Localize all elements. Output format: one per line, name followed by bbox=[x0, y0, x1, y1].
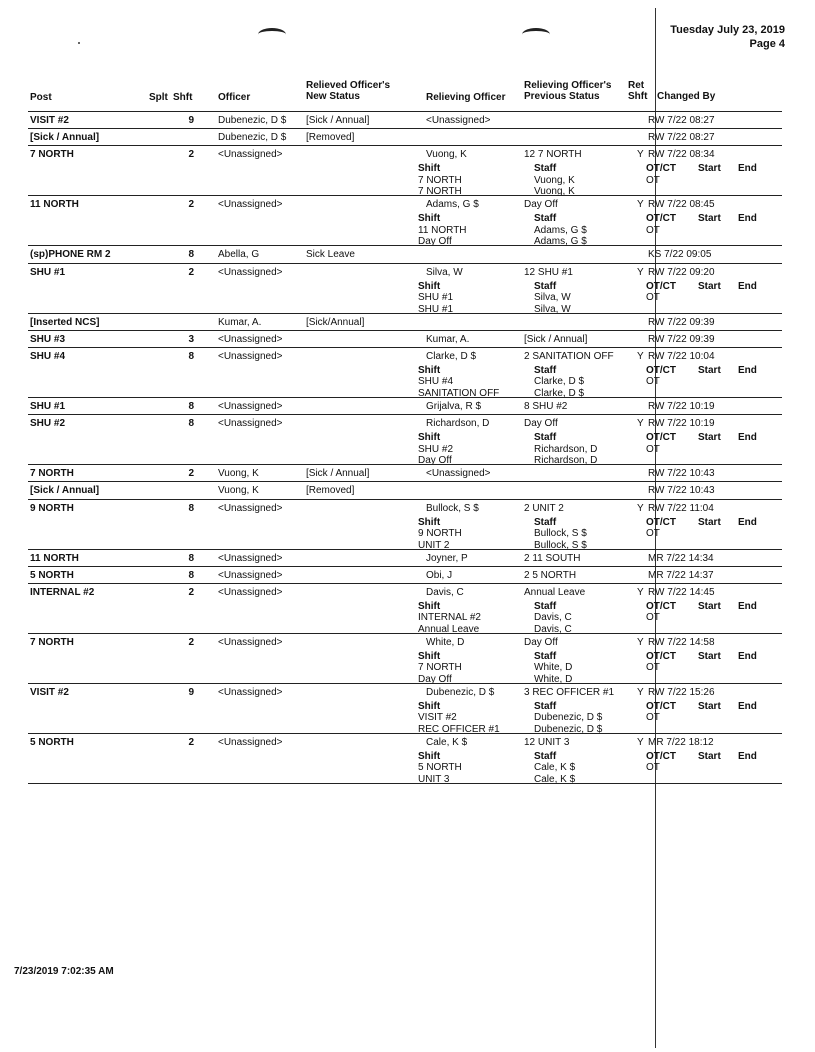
changed-by-cell: RW 7/22 09:20 bbox=[648, 266, 715, 278]
start-label: Start bbox=[698, 516, 721, 528]
end-label: End bbox=[738, 516, 757, 528]
otct-label: OT/CT bbox=[646, 432, 676, 444]
relieving-officer-cell: Cale, K $ bbox=[426, 736, 468, 748]
staff-label: Staff bbox=[534, 600, 557, 612]
otct-label: OT/CT bbox=[646, 600, 676, 612]
table-row bbox=[28, 733, 782, 783]
officer-cell: <Unassigned> bbox=[218, 418, 283, 430]
table-row bbox=[28, 566, 782, 583]
staff-detail bbox=[534, 163, 575, 198]
shift-detail bbox=[418, 365, 499, 400]
staff-to: Richardson, D bbox=[534, 455, 598, 467]
relieving-officer-cell: Silva, W bbox=[426, 266, 463, 278]
staff-detail bbox=[534, 432, 597, 467]
staff-from: White, D bbox=[534, 662, 573, 674]
start-label: Start bbox=[698, 280, 721, 292]
shift-to: 7 NORTH bbox=[418, 186, 462, 198]
officer-cell: Vuong, K bbox=[218, 485, 259, 497]
shift-from: SHU #2 bbox=[418, 443, 454, 455]
changed-by-cell: RW 7/22 10:04 bbox=[648, 350, 715, 362]
changed-by-cell: RW 7/22 10:43 bbox=[648, 485, 715, 497]
changed-by-cell: RW 7/22 11:04 bbox=[648, 502, 714, 514]
relieving-officer-cell: <Unassigned> bbox=[426, 468, 491, 480]
table-row bbox=[28, 128, 782, 145]
post-cell: 11 NORTH bbox=[30, 199, 79, 211]
post-cell: 7 NORTH bbox=[30, 149, 74, 161]
changed-by-cell: RW 7/22 09:39 bbox=[648, 333, 715, 345]
staff-from: Clarke, D $ bbox=[534, 376, 585, 388]
start-label: Start bbox=[698, 750, 721, 762]
shift-cell: 8 bbox=[188, 502, 194, 514]
changed-by-cell: MR 7/22 14:37 bbox=[648, 569, 714, 581]
officer-cell: Dubenezic, D $ bbox=[218, 132, 287, 144]
shift-cell: 9 bbox=[188, 115, 194, 126]
staff-label: Staff bbox=[534, 163, 557, 175]
shift-cell: 8 bbox=[188, 418, 194, 430]
end-label: End bbox=[738, 432, 757, 444]
officer-cell: <Unassigned> bbox=[218, 333, 283, 345]
post-cell: SHU #1 bbox=[30, 400, 66, 412]
ot-detail bbox=[646, 432, 757, 455]
table-row bbox=[28, 481, 782, 498]
shift-detail bbox=[418, 701, 500, 736]
return-shift-cell: Y bbox=[637, 149, 644, 161]
staff-detail bbox=[534, 651, 572, 686]
end-label: End bbox=[738, 280, 757, 292]
ot-detail bbox=[646, 281, 757, 304]
shift-cell: 2 bbox=[188, 468, 194, 480]
relieving-officer-cell: Dubenezic, D $ bbox=[426, 686, 495, 698]
shift-detail bbox=[418, 601, 481, 636]
staff-detail bbox=[534, 213, 587, 248]
start-label: Start bbox=[698, 364, 721, 376]
shift-detail bbox=[418, 281, 453, 316]
shift-label: Shift bbox=[418, 280, 441, 292]
ot-label: OT bbox=[646, 712, 660, 724]
shift-cell: 2 bbox=[188, 586, 194, 598]
shift-to: Annual Leave bbox=[418, 623, 480, 635]
staff-label: Staff bbox=[534, 700, 557, 712]
ot-label: OT bbox=[646, 292, 660, 304]
shift-detail bbox=[418, 651, 462, 686]
officer-cell: <Unassigned> bbox=[218, 586, 283, 598]
changed-by-cell: RW 7/22 08:34 bbox=[648, 149, 715, 161]
relieving-officer-cell: Clarke, D $ bbox=[426, 350, 477, 362]
officer-cell: Vuong, K bbox=[218, 468, 259, 480]
shift-cell: 2 bbox=[188, 199, 194, 211]
new-status-cell: [Sick / Annual] bbox=[306, 468, 370, 480]
table-row bbox=[28, 313, 782, 330]
new-status-cell: [Sick / Annual] bbox=[306, 115, 370, 126]
table-row bbox=[28, 464, 782, 481]
otct-label: OT/CT bbox=[646, 516, 676, 528]
new-status-cell: [Removed] bbox=[306, 132, 355, 144]
table-end-rule bbox=[28, 783, 782, 784]
return-shift-cell: Y bbox=[637, 586, 644, 598]
post-cell: 5 NORTH bbox=[30, 569, 74, 581]
post-cell: 5 NORTH bbox=[30, 736, 74, 748]
shift-cell: 2 bbox=[188, 266, 194, 278]
header-officer: Officer bbox=[218, 92, 251, 103]
post-cell: SHU #3 bbox=[30, 333, 66, 345]
officer-cell: <Unassigned> bbox=[218, 502, 283, 514]
ot-label: OT bbox=[646, 224, 660, 236]
shift-to: UNIT 3 bbox=[418, 773, 450, 785]
staff-detail bbox=[534, 701, 602, 736]
staff-from: Vuong, K bbox=[534, 174, 575, 186]
return-shift-cell: Y bbox=[637, 266, 644, 278]
end-label: End bbox=[738, 700, 757, 712]
table-row bbox=[28, 263, 782, 313]
return-shift-cell: Y bbox=[637, 418, 644, 430]
changed-by-cell: KS 7/22 09:05 bbox=[648, 249, 712, 261]
shift-from: 7 NORTH bbox=[418, 174, 462, 186]
new-status-cell: [Removed] bbox=[306, 485, 355, 497]
shift-to: UNIT 2 bbox=[418, 539, 450, 551]
staff-from: Dubenezic, D $ bbox=[534, 712, 603, 724]
header-prev-status-1: Relieving Officer's bbox=[524, 80, 612, 91]
officer-cell: <Unassigned> bbox=[218, 636, 283, 648]
shift-from: SHU #1 bbox=[418, 292, 454, 304]
post-cell: SHU #1 bbox=[30, 266, 66, 278]
previous-status-cell: Day Off bbox=[524, 199, 558, 211]
staff-label: Staff bbox=[534, 364, 557, 376]
header-shft: Shft bbox=[173, 92, 193, 103]
table-row bbox=[28, 499, 782, 549]
otct-label: OT/CT bbox=[646, 650, 676, 662]
return-shift-cell: Y bbox=[637, 686, 644, 698]
table-row bbox=[28, 195, 782, 248]
return-shift-cell: Y bbox=[637, 350, 644, 362]
shift-cell: 8 bbox=[188, 249, 194, 261]
post-cell: [Sick / Annual] bbox=[30, 485, 100, 497]
scan-speck bbox=[78, 42, 80, 44]
shift-cell: 2 bbox=[188, 149, 194, 161]
staff-to: Clarke, D $ bbox=[534, 387, 585, 399]
otct-label: OT/CT bbox=[646, 750, 676, 762]
staff-to: Adams, G $ bbox=[534, 236, 587, 248]
table-row bbox=[28, 414, 782, 467]
previous-status-cell: 12 SHU #1 bbox=[524, 266, 573, 278]
end-label: End bbox=[738, 364, 757, 376]
scan-mark-left bbox=[258, 28, 286, 41]
staff-to: White, D bbox=[534, 673, 573, 685]
relieving-officer-cell: Obi, J bbox=[426, 569, 453, 581]
ot-detail bbox=[646, 601, 757, 624]
staff-to: Davis, C bbox=[534, 623, 572, 635]
start-label: Start bbox=[698, 213, 721, 225]
shift-detail bbox=[418, 517, 462, 552]
shift-to: Day Off bbox=[418, 455, 452, 467]
changed-by-cell: RW 7/22 08:27 bbox=[648, 132, 715, 144]
officer-cell: <Unassigned> bbox=[218, 552, 283, 564]
shift-cell: 2 bbox=[188, 736, 194, 748]
ot-label: OT bbox=[646, 174, 660, 186]
previous-status-cell: 8 SHU #2 bbox=[524, 400, 568, 412]
staff-to: Vuong, K bbox=[534, 186, 575, 198]
start-label: Start bbox=[698, 700, 721, 712]
previous-status-cell: 3 REC OFFICER #1 bbox=[524, 686, 615, 698]
previous-status-cell: Annual Leave bbox=[524, 586, 586, 598]
scan-mark-right bbox=[522, 28, 550, 41]
post-cell: VISIT #2 bbox=[30, 686, 69, 698]
shift-to: SHU #1 bbox=[418, 303, 454, 315]
staff-detail bbox=[534, 281, 571, 316]
staff-to: Silva, W bbox=[534, 303, 571, 315]
previous-status-cell: Day Off bbox=[524, 418, 558, 430]
staff-from: Bullock, S $ bbox=[534, 528, 587, 539]
ot-detail bbox=[646, 701, 757, 724]
shift-label: Shift bbox=[418, 213, 441, 225]
staff-label: Staff bbox=[534, 432, 557, 444]
shift-label: Shift bbox=[418, 650, 441, 662]
ot-label: OT bbox=[646, 528, 660, 539]
end-label: End bbox=[738, 213, 757, 225]
ot-label: OT bbox=[646, 443, 660, 455]
table-row bbox=[28, 330, 782, 347]
staff-from: Cale, K $ bbox=[534, 762, 576, 774]
changed-by-cell: MR 7/22 14:34 bbox=[648, 552, 714, 564]
staff-to: Cale, K $ bbox=[534, 773, 576, 785]
staff-from: Silva, W bbox=[534, 292, 571, 304]
header-relieving-officer: Relieving Officer bbox=[426, 92, 506, 103]
table-row bbox=[28, 583, 782, 633]
ot-label: OT bbox=[646, 376, 660, 388]
shift-from: INTERNAL #2 bbox=[418, 612, 481, 624]
staff-detail bbox=[534, 751, 575, 786]
relieving-officer-cell: White, D bbox=[426, 636, 465, 648]
officer-cell: <Unassigned> bbox=[218, 569, 283, 581]
new-status-cell: Sick Leave bbox=[306, 249, 355, 261]
shift-to: REC OFFICER #1 bbox=[418, 723, 500, 735]
start-label: Start bbox=[698, 432, 721, 444]
assignment-table bbox=[0, 111, 815, 783]
staff-detail bbox=[534, 517, 587, 552]
staff-from: Adams, G $ bbox=[534, 224, 587, 236]
header-changed-by: Changed By bbox=[657, 91, 716, 102]
shift-from: SHU #4 bbox=[418, 376, 454, 388]
staff-label: Staff bbox=[534, 516, 557, 528]
header-post: Post bbox=[30, 92, 52, 103]
changed-by-cell: RW 7/22 08:27 bbox=[648, 115, 715, 126]
table-row bbox=[28, 245, 782, 262]
officer-cell: <Unassigned> bbox=[218, 350, 283, 362]
staff-label: Staff bbox=[534, 280, 557, 292]
staff-to: Bullock, S $ bbox=[534, 539, 587, 551]
relieving-officer-cell: Joyner, P bbox=[426, 552, 468, 564]
previous-status-cell: 2 5 NORTH bbox=[524, 569, 577, 581]
previous-status-cell: 2 11 SOUTH bbox=[524, 552, 581, 564]
relieving-officer-cell: Kumar, A. bbox=[426, 333, 470, 345]
changed-by-cell: RW 7/22 10:19 bbox=[648, 400, 715, 412]
officer-cell: <Unassigned> bbox=[218, 266, 283, 278]
new-status-cell: [Sick/Annual] bbox=[306, 316, 365, 328]
header-ret-2: Shft bbox=[628, 91, 648, 102]
staff-from: Davis, C bbox=[534, 612, 572, 624]
staff-detail bbox=[534, 601, 572, 636]
relieving-officer-cell: <Unassigned> bbox=[426, 115, 491, 126]
otct-label: OT/CT bbox=[646, 280, 676, 292]
post-cell: SHU #2 bbox=[30, 418, 66, 430]
previous-status-cell: 2 UNIT 2 bbox=[524, 502, 564, 514]
relieving-officer-cell: Davis, C bbox=[426, 586, 464, 598]
shift-label: Shift bbox=[418, 750, 441, 762]
shift-label: Shift bbox=[418, 163, 441, 175]
staff-from: Richardson, D bbox=[534, 443, 598, 455]
relieving-officer-cell: Adams, G $ bbox=[426, 199, 479, 211]
officer-cell: <Unassigned> bbox=[218, 686, 283, 698]
shift-from: 5 NORTH bbox=[418, 762, 462, 774]
staff-label: Staff bbox=[534, 213, 557, 225]
table-row bbox=[28, 633, 782, 683]
staff-to: Dubenezic, D $ bbox=[534, 723, 603, 735]
shift-to: Day Off bbox=[418, 236, 452, 248]
changed-by-cell: RW 7/22 15:26 bbox=[648, 686, 715, 698]
relieving-officer-cell: Vuong, K bbox=[426, 149, 467, 161]
otct-label: OT/CT bbox=[646, 163, 676, 175]
return-shift-cell: Y bbox=[637, 636, 644, 648]
end-label: End bbox=[738, 750, 757, 762]
changed-by-cell: RW 7/22 14:45 bbox=[648, 586, 715, 598]
header-relieved-status-2: New Status bbox=[306, 91, 360, 102]
shift-detail bbox=[418, 751, 462, 786]
changed-by-cell: RW 7/22 10:43 bbox=[648, 468, 715, 480]
shift-from: 7 NORTH bbox=[418, 662, 462, 674]
post-cell: 7 NORTH bbox=[30, 636, 74, 648]
print-timestamp: 7/23/2019 7:02:35 AM bbox=[14, 966, 114, 977]
post-cell: [Inserted NCS] bbox=[30, 316, 100, 328]
post-cell: [Sick / Annual] bbox=[30, 132, 100, 144]
header-prev-status-2: Previous Status bbox=[524, 91, 600, 102]
changed-by-cell: RW 7/22 08:45 bbox=[648, 199, 715, 211]
ot-label: OT bbox=[646, 762, 660, 774]
post-cell: 9 NORTH bbox=[30, 502, 74, 514]
shift-label: Shift bbox=[418, 600, 441, 612]
shift-from: VISIT #2 bbox=[418, 712, 457, 724]
previous-status-cell: Day Off bbox=[524, 636, 558, 648]
shift-label: Shift bbox=[418, 364, 441, 376]
ot-detail bbox=[646, 751, 757, 774]
shift-label: Shift bbox=[418, 432, 441, 444]
post-cell: 11 NORTH bbox=[30, 552, 79, 564]
header-relieved-status-1: Relieved Officer's bbox=[306, 80, 391, 91]
ot-label: OT bbox=[646, 662, 660, 674]
shift-cell: 9 bbox=[188, 686, 194, 698]
table-row bbox=[28, 683, 782, 733]
previous-status-cell: 12 7 NORTH bbox=[524, 149, 582, 161]
ot-detail bbox=[646, 163, 757, 186]
previous-status-cell: [Sick / Annual] bbox=[524, 333, 588, 345]
post-cell: 7 NORTH bbox=[30, 468, 74, 480]
changed-by-cell: RW 7/22 14:58 bbox=[648, 636, 715, 648]
header-splt: Splt bbox=[149, 92, 168, 103]
ot-detail bbox=[646, 517, 757, 540]
changed-by-cell: RW 7/22 10:19 bbox=[648, 418, 715, 430]
relieving-officer-cell: Grijalva, R $ bbox=[426, 400, 482, 412]
table-row bbox=[28, 347, 782, 397]
report-date: Tuesday July 23, 2019 bbox=[670, 24, 785, 36]
shift-detail bbox=[418, 213, 467, 248]
officer-cell: Abella, G bbox=[218, 249, 260, 261]
changed-by-cell: MR 7/22 18:12 bbox=[648, 736, 714, 748]
post-cell: SHU #4 bbox=[30, 350, 66, 362]
end-label: End bbox=[738, 600, 757, 612]
start-label: Start bbox=[698, 600, 721, 612]
page-number: Page 4 bbox=[749, 38, 785, 50]
table-row bbox=[28, 549, 782, 566]
table-row bbox=[28, 145, 782, 198]
shift-from: 11 NORTH bbox=[418, 224, 467, 236]
shift-label: Shift bbox=[418, 700, 441, 712]
previous-status-cell: 12 UNIT 3 bbox=[524, 736, 570, 748]
return-shift-cell: Y bbox=[637, 502, 644, 514]
shift-cell: 8 bbox=[188, 400, 194, 412]
header-ret-1: Ret bbox=[628, 80, 645, 91]
post-cell: INTERNAL #2 bbox=[30, 586, 95, 598]
ot-label: OT bbox=[646, 612, 660, 624]
shift-to: Day Off bbox=[418, 673, 452, 685]
relieving-officer-cell: Richardson, D bbox=[426, 418, 490, 430]
return-shift-cell: Y bbox=[637, 199, 644, 211]
otct-label: OT/CT bbox=[646, 700, 676, 712]
previous-status-cell: 2 SANITATION OFF bbox=[524, 350, 614, 362]
relieving-officer-cell: Bullock, S $ bbox=[426, 502, 479, 514]
changed-by-cell: RW 7/22 09:39 bbox=[648, 316, 715, 328]
start-label: Start bbox=[698, 163, 721, 175]
officer-cell: <Unassigned> bbox=[218, 400, 283, 412]
ot-detail bbox=[646, 651, 757, 674]
otct-label: OT/CT bbox=[646, 364, 676, 376]
shift-detail bbox=[418, 432, 453, 467]
shift-detail bbox=[418, 163, 462, 198]
shift-cell: 8 bbox=[188, 350, 194, 362]
officer-cell: Dubenezic, D $ bbox=[218, 115, 287, 126]
post-cell: (sp)PHONE RM 2 bbox=[30, 249, 111, 261]
shift-cell: 2 bbox=[188, 636, 194, 648]
table-row bbox=[28, 111, 782, 128]
staff-label: Staff bbox=[534, 650, 557, 662]
otct-label: OT/CT bbox=[646, 213, 676, 225]
shift-cell: 8 bbox=[188, 569, 194, 581]
table-row bbox=[28, 397, 782, 414]
end-label: End bbox=[738, 650, 757, 662]
ot-detail bbox=[646, 213, 757, 236]
shift-from: 9 NORTH bbox=[418, 528, 462, 539]
officer-cell: <Unassigned> bbox=[218, 199, 283, 211]
return-shift-cell: Y bbox=[637, 736, 644, 748]
officer-cell: <Unassigned> bbox=[218, 149, 283, 161]
officer-cell: Kumar, A. bbox=[218, 316, 262, 328]
shift-label: Shift bbox=[418, 516, 441, 528]
staff-label: Staff bbox=[534, 750, 557, 762]
shift-cell: 8 bbox=[188, 552, 194, 564]
shift-cell: 3 bbox=[188, 333, 194, 345]
shift-to: SANITATION OFF bbox=[418, 387, 500, 399]
end-label: End bbox=[738, 163, 757, 175]
staff-detail bbox=[534, 365, 584, 400]
post-cell: VISIT #2 bbox=[30, 115, 69, 126]
ot-detail bbox=[646, 365, 757, 388]
officer-cell: <Unassigned> bbox=[218, 736, 283, 748]
start-label: Start bbox=[698, 650, 721, 662]
